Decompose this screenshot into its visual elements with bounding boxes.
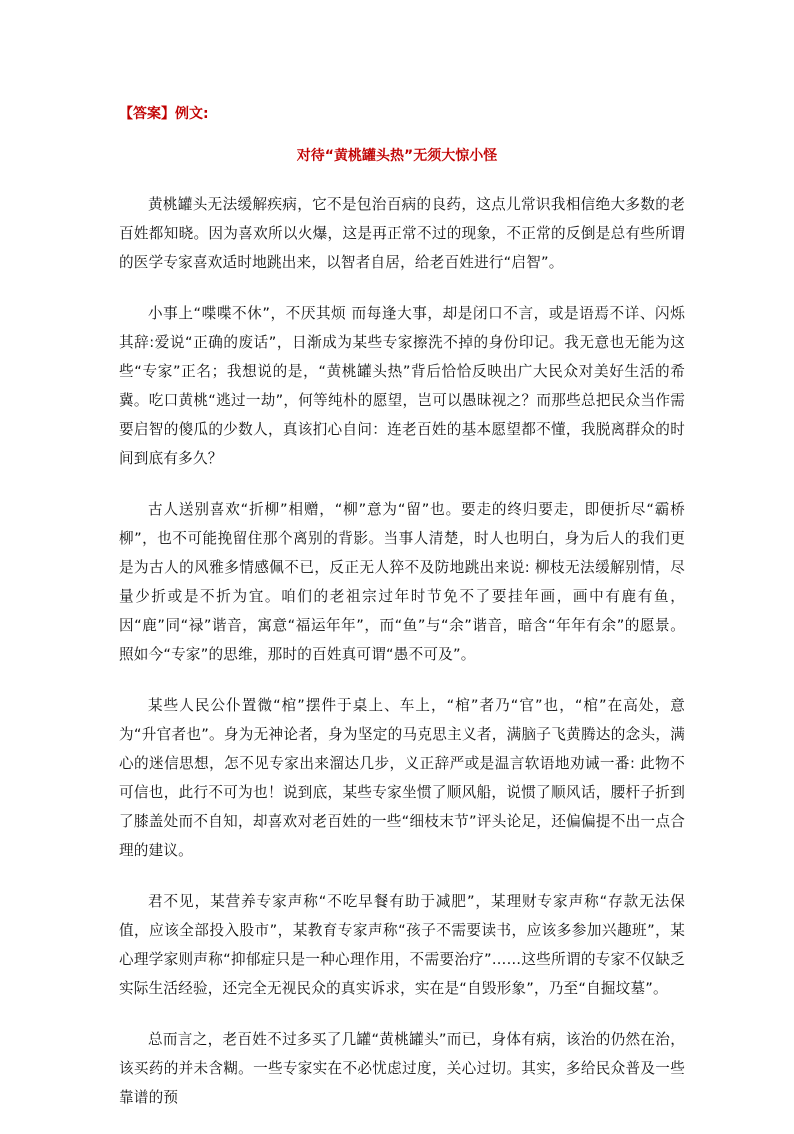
paragraph: 小事上“喋喋不休”，不厌其烦 而每逢大事，却是闭口不言，或是语焉不详、闪烁其辞:爱说“正确的废话”，日渐成为某些专家擦洗不掉的身份印记。我无意也无能为这些“专家”正名；我想说的是，“黄桃罐头热”背后恰恰反映出广大民众对美好生活的希冀。吃口黄桃“逃过一劫”，何等纯朴的愿望，岂可以愚昧视之？而那些总把民众当作需要启智的傻瓜的少数人，真该扪心自问：连老百姓的基本愿望都不懂，我脱离群众的时间到底有多久？	[119, 305, 685, 467]
paragraph: 黄桃罐头无法缓解疾病，它不是包治百病的良药，这点儿常识我相信绝大多数的老百姓都知晓。因为喜欢所以火爆，这是再正常不过的现象，不正常的反倒是总有些所谓的医学专家喜欢适时地跳出来，以智者自居，给老百姓进行“启智”。	[119, 196, 685, 271]
article-body	[119, 190, 685, 1134]
answer-label: 【答案】例文:	[119, 106, 209, 122]
paragraph: 总而言之，老百姓不过多买了几罐“黄桃罐头”而已，身体有病，该治的仍然在治，该买药的并未含糊。一些专家实在不必忧虑过度，关心过切。其实，多给民众普及一些靠谱的预	[119, 1031, 685, 1106]
paragraph: 君不见，某营养专家声称“不吃早餐有助于减肥”，某理财专家声称“存款无法保值，应该全部投入股市”，某教育专家声称“孩子不需要读书，应该多参加兴趣班”，某心理学家则声称“抑郁症只是一种心理作用，不需要治疗”……这些所谓的专家不仅缺乏实际生活经验，还完全无视民众的真实诉求，实在是“自毁形象”，乃至“自掘坟墓”。	[119, 893, 685, 997]
paragraph: 古人送别喜欢“折柳”相赠，“柳”意为“留”也。要走的终归要走，即便折尽“霸桥柳”，也不可能挽留住那个离别的背影。当事人清楚，时人也明白，身为后人的我们更是为古人的风雅多情感佩不已，反正无人猝不及防地跳出来说: 柳枝无法缓解别情，尽量少折或是不折为宜。咱们的老祖宗过年时节免不了要挂年画，画中有鹿有鱼，因“鹿”同“禄”谐音，寓意“福运年年”，而“鱼”与“余”谐音，暗含“年年有余”的愿景。照如今“专家”的思维，那时的百姓真可谓“愚不可及”。	[119, 501, 685, 663]
article-title: 对待“黄桃罐头热”无须大惊小怪	[296, 148, 498, 164]
paragraph: 某些人民公仆置微“棺”摆件于桌上、车上，“棺”者乃“官”也，“棺”在高处，意为“升官者也”。身为无神论者，身为坚定的马克思主义者，满脑子飞黄腾达的念头，满心的迷信思想，怎不见专家出来溜达几步，义正辞严或是温言软语地劝诫一番: 此物不可信也，此行不可为也！说到底，某些专家坐惯了顺风船，说惯了顺风话，腰杆子折到了膝盖处而不自知，却喜欢对老百姓的一些“细枝末节”评头论足，还偏偏提不出一点合理的建议。	[119, 697, 685, 859]
